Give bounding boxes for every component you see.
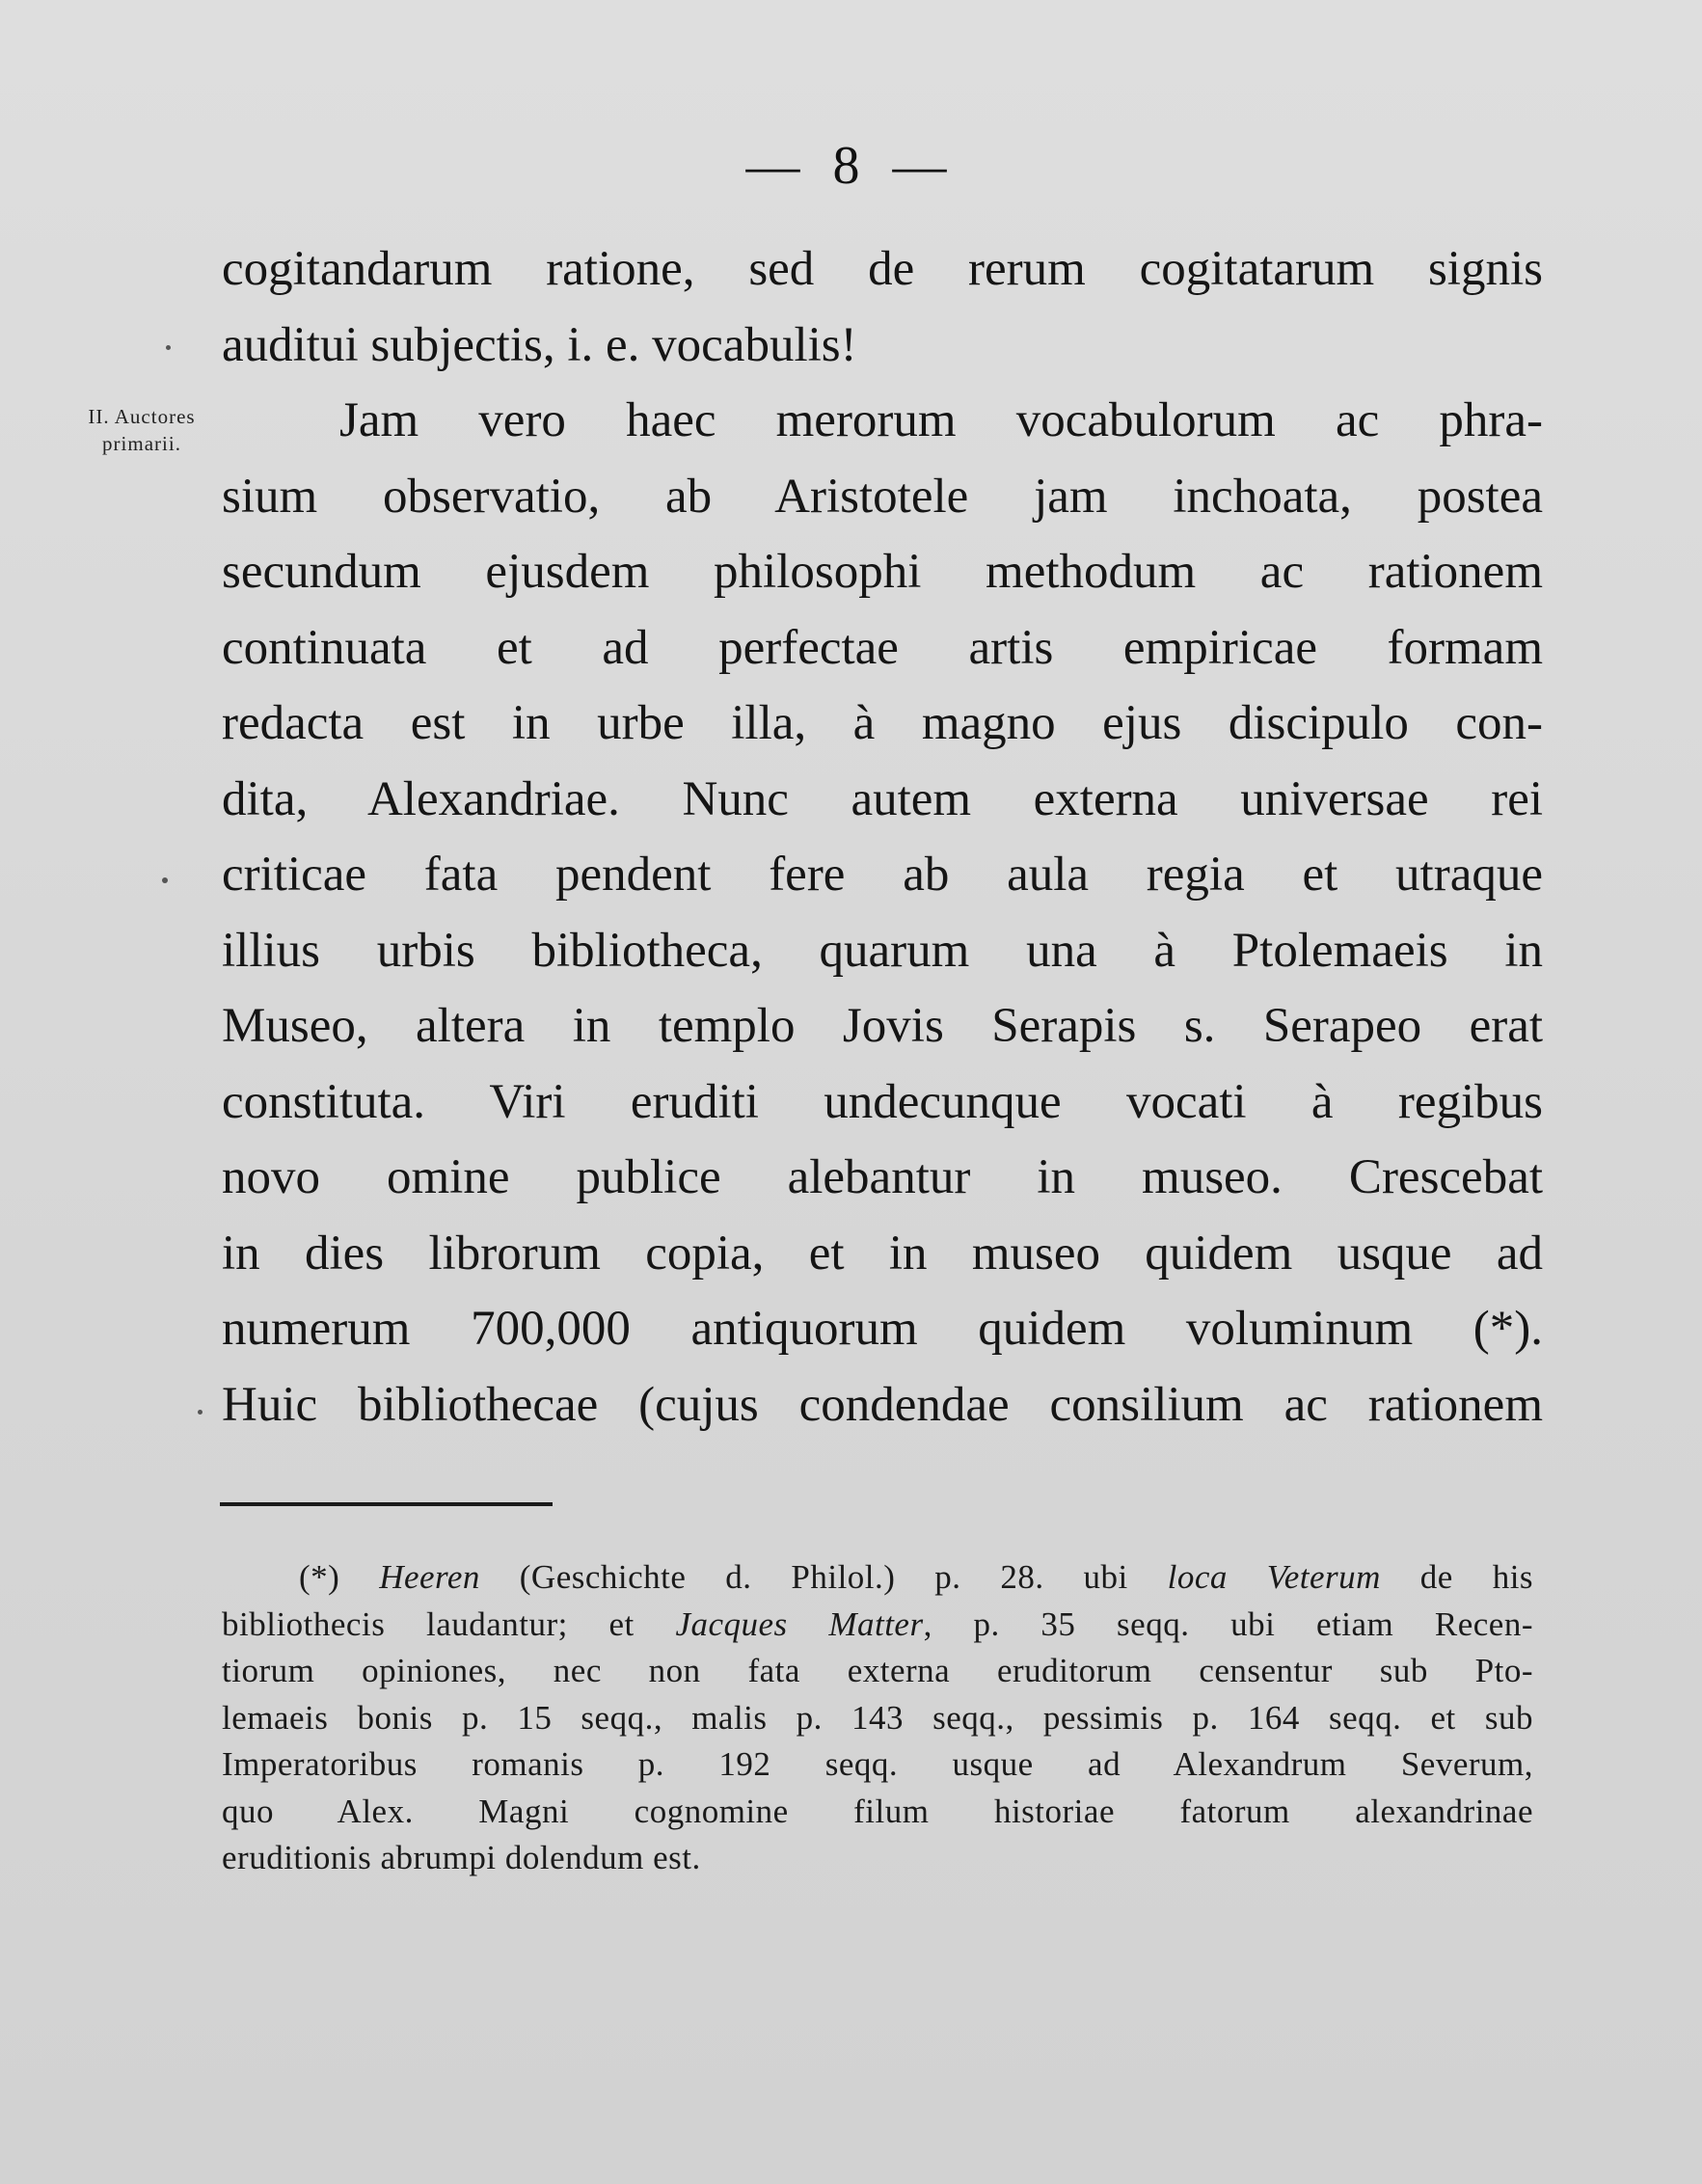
footnote-text: (Geschichte d. Philol.) p. 28. ubi [519, 1558, 1128, 1596]
body-line: Huic bibliothecae (cujus condendae consilium ac rationem [222, 1377, 1543, 1432]
footnote-author: Heeren [379, 1558, 480, 1596]
footnote-text: , p. 35 seqq. ubi etiam Recen- [923, 1604, 1533, 1643]
paper-speck [166, 345, 171, 350]
body-line: continuata et ad perfectae artis empiricae formam [222, 620, 1543, 675]
page-number: — 8 — [745, 136, 957, 196]
footnote-text: de his [1419, 1558, 1534, 1596]
body-line: secundum ejusdem philosophi methodum ac rationem [222, 545, 1543, 599]
margin-note-line-1: II. Auctores [88, 405, 196, 428]
footnote-line [222, 1554, 1533, 1602]
margin-note [60, 403, 224, 457]
paper-speck [198, 1410, 203, 1415]
footnote-line: quo Alex. Magni cognomine filum historiae fatorum alexandrinae [222, 1792, 1533, 1830]
body-line: Museo, altera in templo Jovis Serapis s. Serapeo erat [222, 999, 1543, 1053]
footnote-line [222, 1602, 1533, 1649]
footnote [222, 1554, 1533, 1882]
body-line: Jam vero haec merorum vocabulorum ac phra- [339, 393, 1543, 447]
footnote-line: eruditionis abrumpi dolendum est. [222, 1839, 701, 1876]
footnote-marker: (*) [299, 1558, 340, 1596]
body-line: cogitandarum ratione, sed de rerum cogitatarum signis [222, 242, 1543, 296]
footnote-line: tiorum opiniones, nec non fata externa eruditorum censentur sub Pto- [222, 1652, 1533, 1689]
body-line: numerum 700,000 antiquorum quidem voluminum (*). [222, 1302, 1543, 1356]
body-line: redacta est in urbe illa, à magno ejus discipulo con- [222, 696, 1543, 750]
body-line: in dies librorum copia, et in museo quidem usque ad [222, 1226, 1543, 1281]
body-text [222, 231, 1543, 1443]
body-line: novo omine publice alebantur in museo. Crescebat [222, 1150, 1543, 1204]
footnote-author: Jacques Matter [675, 1604, 924, 1643]
body-line: dita, Alexandriae. Nunc autem externa universae rei [222, 771, 1543, 826]
margin-note-line-2: primarii. [102, 432, 181, 455]
footnote-divider [220, 1502, 553, 1506]
footnote-line: lemaeis bonis p. 15 seqq., malis p. 143 seqq., pessimis p. 164 seqq. et sub [222, 1698, 1533, 1737]
footnote-italic-phrase: loca Veterum [1167, 1558, 1381, 1596]
footnote-text: bibliothecis laudantur; et [222, 1604, 635, 1643]
body-line: constituta. Viri eruditi undecunque vocati à regibus [222, 1074, 1543, 1129]
body-line: criticae fata pendent fere ab aula regia et utraque [222, 848, 1543, 902]
paper-speck [162, 877, 168, 883]
body-line: auditui subjectis, i. e. vocabulis! [222, 317, 857, 372]
body-line: illius urbis bibliotheca, quarum una à Ptolemaeis in [222, 923, 1543, 978]
footnote-line: Imperatoribus romanis p. 192 seqq. usque ad Alexandrum Severum, [222, 1745, 1533, 1783]
body-line: sium observatio, ab Aristotele jam inchoata, postea [222, 469, 1543, 524]
